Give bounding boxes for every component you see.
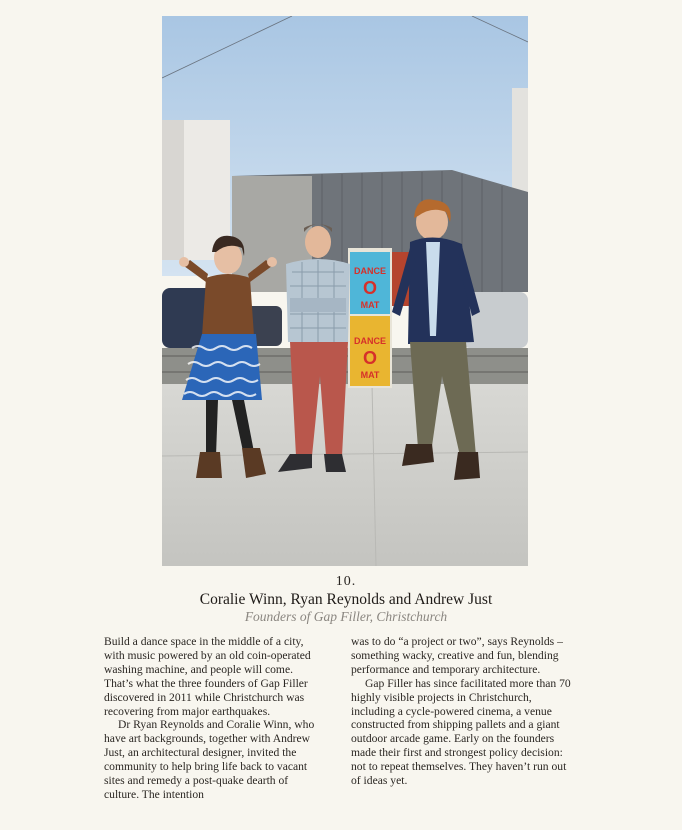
- founder-role: Founders of Gap Filler, Christchurch: [244, 609, 448, 624]
- paragraph: Build a dance space in the middle of a city, with music powered by an old coin-operated washing machine, and people will come. That’s what the three founders of Gap Filler discovered in 2011 while Christchurch was recovering from major earthquakes.: [104, 635, 311, 718]
- paragraph: Gap Filler has since facilitated more than 70 highly visible projects in Christchurch, including a cycle-powered cinema, a venue constructed from shipping pallets and a giant outdoor arcade game. Early on the founders made their first and strongest policy decision: not to repeat themselves. They haven’t run out of ideas yet.: [351, 676, 571, 788]
- founders-photo: [162, 16, 528, 566]
- figure-number: 10.: [335, 574, 357, 589]
- founder-names: Coralie Winn, Ryan Reynolds and Andrew Just: [199, 591, 493, 608]
- paragraph: Dr Ryan Reynolds and Coralie Winn, who have art backgrounds, together with Andrew Just, an architectural designer, invited the community to help bring life back to vacant sites and remedy a post-quake dearth of culture. The intention: [104, 718, 315, 801]
- svg-text:MAT: MAT: [360, 300, 380, 310]
- svg-text:MAT: MAT: [360, 370, 380, 380]
- svg-text:O: O: [362, 348, 378, 368]
- dance-o-mat-poster: [348, 248, 392, 388]
- svg-text:O: O: [362, 278, 378, 298]
- svg-text:DANCE: DANCE: [353, 266, 387, 276]
- photo-caption: [0, 574, 682, 625]
- article-column-right: [351, 635, 571, 788]
- article-column-left: [104, 635, 324, 802]
- paragraph: was to do “a project or two”, says Reynolds – something wacky, creative and fun, blending performance and temporary architecture.: [351, 635, 563, 676]
- svg-text:DANCE: DANCE: [353, 336, 387, 346]
- building-right: [512, 88, 528, 198]
